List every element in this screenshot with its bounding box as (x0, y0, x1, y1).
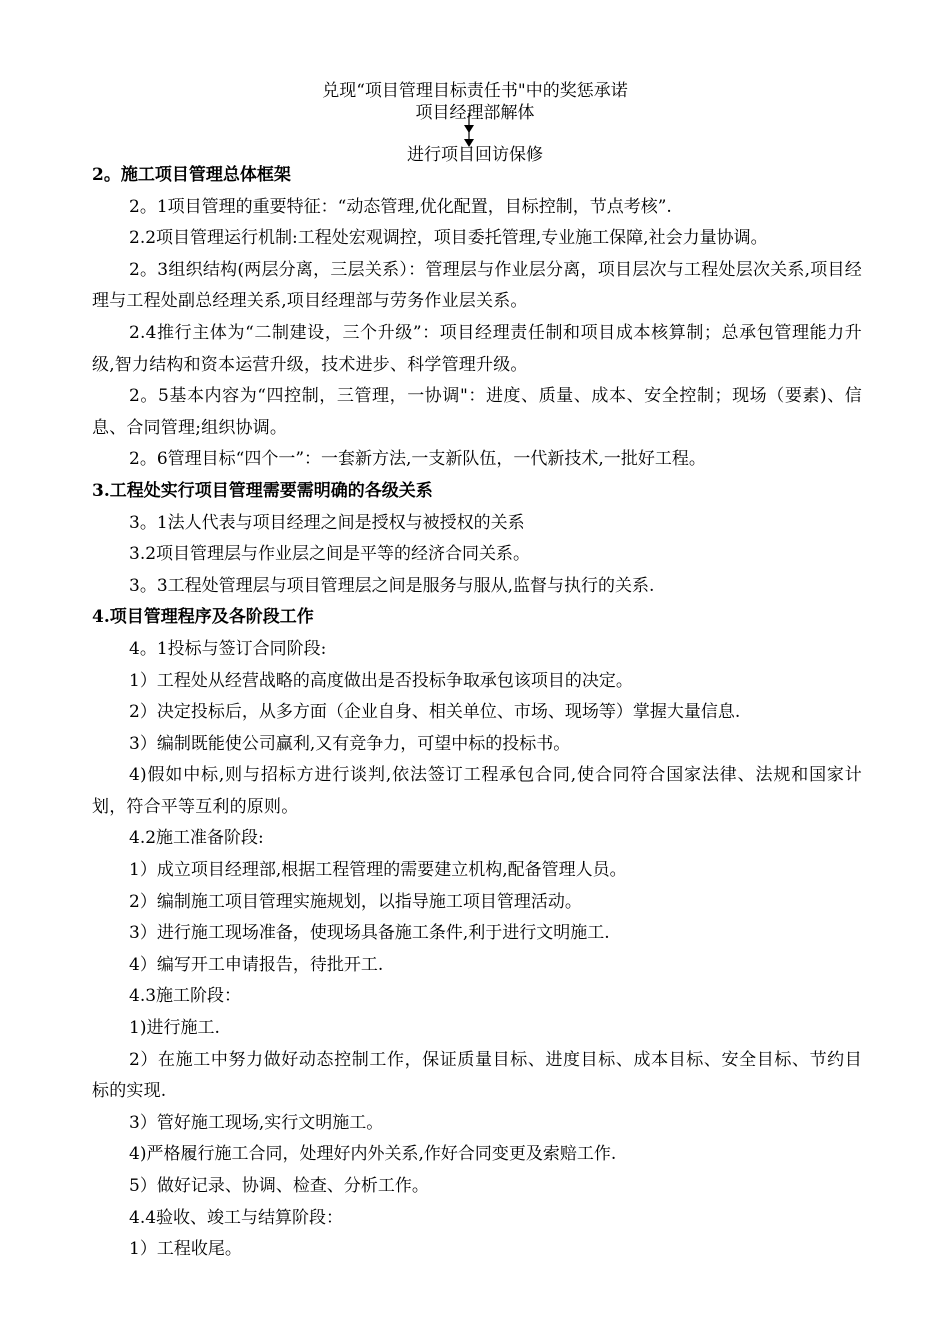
paragraph: 3）管好施工现场,实行文明施工。 (129, 1112, 384, 1133)
paragraph: 3。1法人代表与项目经理之间是授权与被授权的关系 (129, 512, 525, 533)
paragraph: 4.4验收、竣工与结算阶段： (129, 1207, 344, 1228)
paragraph: 3.2项目管理层与作业层之间是平等的经济合同关系。 (129, 544, 531, 565)
paragraph: 2。6管理目标“四个一”：一套新方法,一支新队伍，一代新技术,一批好工程。 (129, 449, 706, 470)
flow-step-dissolve-department: 项目经理部解体 (415, 103, 535, 123)
paragraph: 4.2施工准备阶段: (129, 828, 264, 849)
flow-arrow-icon (461, 113, 477, 149)
paragraph: 4.3施工阶段： (129, 986, 242, 1007)
paragraph: 2）编制施工项目管理实施规划，以指导施工项目管理活动。 (129, 891, 582, 912)
paragraph: 2。1项目管理的重要特征：“动态管理,优化配置，目标控制，节点考核”. (129, 196, 672, 217)
paragraph: 2。5基本内容为“四控制，三管理，一协调"：进度、质量、成本、安全控制；现场（要素)、信息、合同管理;组织协调。 (92, 386, 862, 438)
paragraph: 4。1投标与签订合同阶段: (129, 638, 327, 659)
paragraph: 1）工程处从经营战略的高度做出是否投标争取承包该项目的决定。 (129, 670, 633, 691)
flow-step-follow-up-maintenance: 进行项目回访保修 (407, 145, 543, 165)
paragraph: 5）做好记录、协调、检查、分析工作。 (129, 1176, 429, 1196)
paragraph: 3。3工程处管理层与项目管理层之间是服务与服从,监督与执行的关系. (129, 575, 655, 596)
document-body (92, 160, 862, 1266)
section-heading: 4.项目管理程序及各阶段工作 (92, 607, 314, 628)
paragraph: 1）成立项目经理部,根据工程管理的需要建立机构,配备管理人员。 (129, 860, 627, 881)
flow-step-reward-penalty: 兑现“项目管理目标责任书"中的奖惩承诺 (322, 81, 628, 101)
paragraph: 3）进行施工现场准备，使现场具备施工条件,利于进行文明施工. (129, 923, 610, 944)
paragraph: 2）决定投标后，从多方面（企业自身、相关单位、市场、现场等）掌握大量信息. (129, 702, 741, 723)
paragraph: 2）在施工中努力做好动态控制工作，保证质量目标、进度目标、成本目标、安全目标、节约目标的实现. (92, 1049, 862, 1102)
paragraph: 1）工程收尾。 (129, 1239, 242, 1260)
paragraph: 2.4推行主体为“二制建设，三个升级”：项目经理责任制和项目成本核算制；总承包管理能力升级,智力结构和资本运营升级，技术进步、科学管理升级。 (92, 322, 862, 375)
paragraph: 4）编写开工申请报告，待批开工. (129, 954, 384, 975)
paragraph: 1)进行施工. (129, 1018, 220, 1039)
paragraph: 4)假如中标,则与招标方进行谈判,依法签订工程承包合同,使合同符合国家法律、法规和国家计划，符合平等互利的原则。 (92, 765, 862, 817)
paragraph: 4)严格履行施工合同，处理好内外关系,作好合同变更及索赔工作. (129, 1144, 617, 1165)
paragraph: 2。3组织结构(两层分离，三层关系）：管理层与作业层分离，项目层次与工程处层次关系,项目经理与工程处副总经理关系,项目经理部与劳务作业层关系。 (92, 259, 862, 312)
section-heading: 2。施工项目管理总体框架 (92, 165, 291, 185)
paragraph: 2.2项目管理运行机制:工程处宏观调控，项目委托管理,专业施工保障,社会力量协调。 (129, 228, 768, 249)
paragraph: 3）编制既能使公司赢利,又有竞争力，可望中标的投标书。 (129, 733, 571, 754)
section-heading: 3.工程处实行项目管理需要需明确的各级关系 (92, 480, 433, 501)
